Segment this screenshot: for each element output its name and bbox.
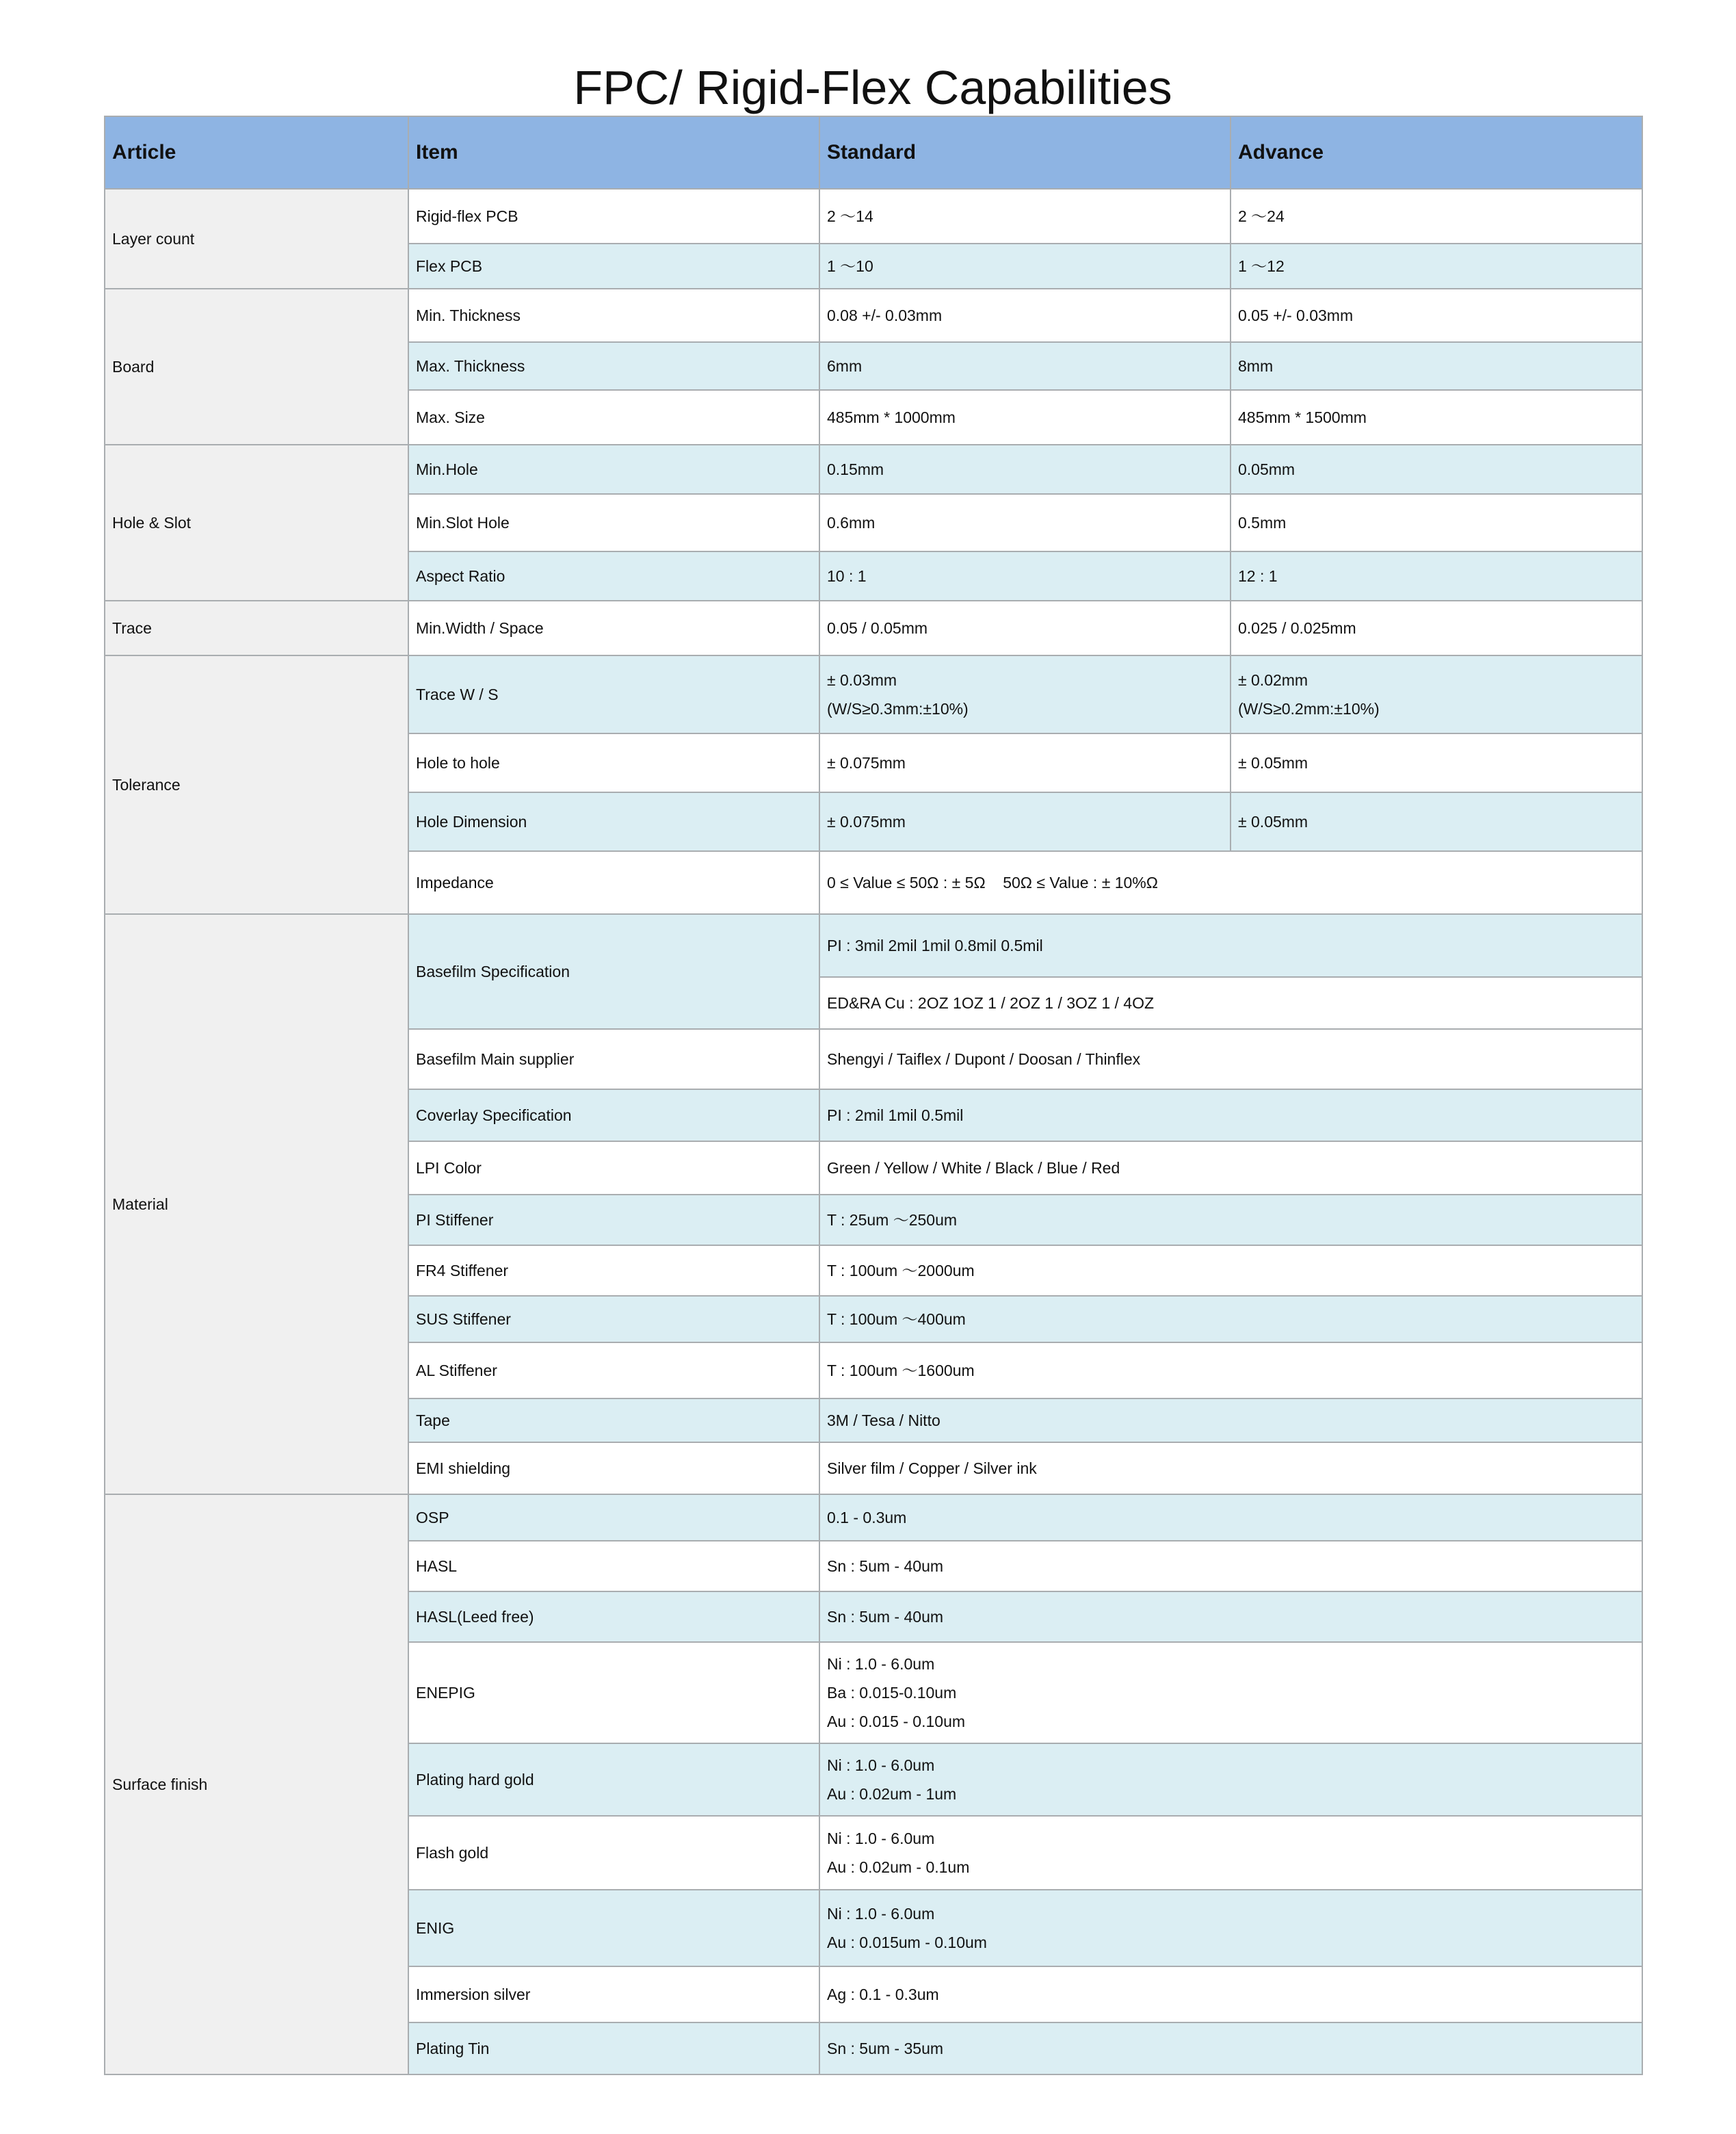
table-row	[105, 445, 1642, 494]
value-cell: PI : 2mil 1mil 0.5mil	[819, 1089, 1642, 1141]
article-board: Board	[105, 289, 408, 445]
item-cell: Coverlay Specification	[408, 1089, 819, 1141]
advance-note: (W/S≥0.2mm:±10%)	[1238, 700, 1380, 718]
item-cell: OSP	[408, 1494, 819, 1541]
table-row	[105, 914, 1642, 977]
item-cell: Min.Hole	[408, 445, 819, 494]
advance-cell: 485mm * 1500mm	[1231, 390, 1642, 445]
capabilities-table	[104, 116, 1643, 2075]
value-cell: T : 100um ～400um	[819, 1296, 1642, 1342]
item-cell: AL Stiffener	[408, 1342, 819, 1398]
value-cell: 3M / Tesa / Nitto	[819, 1398, 1642, 1442]
item-cell: HASL(Leed free)	[408, 1591, 819, 1642]
item-cell: LPI Color	[408, 1141, 819, 1195]
item-cell: EMI shielding	[408, 1442, 819, 1494]
header-item: Item	[408, 116, 819, 189]
item-cell: ENIG	[408, 1890, 819, 1966]
standard-cell: 6mm	[819, 342, 1231, 390]
article-trace: Trace	[105, 601, 408, 655]
standard-cell: ± 0.075mm	[819, 792, 1231, 851]
value-line: Ni : 1.0 - 6.0um	[827, 1905, 935, 1923]
standard-cell: 0.6mm	[819, 494, 1231, 551]
advance-cell: 8mm	[1231, 342, 1642, 390]
item-cell: HASL	[408, 1541, 819, 1591]
item-cell: Impedance	[408, 851, 819, 914]
value-line: Ba : 0.015-0.10um	[827, 1684, 957, 1702]
table-row	[105, 189, 1642, 244]
value-cell	[819, 1743, 1642, 1816]
item-cell: Flex PCB	[408, 244, 819, 289]
value-cell: T : 100um ～2000um	[819, 1245, 1642, 1296]
advance-cell: 0.05mm	[1231, 445, 1642, 494]
item-cell: Max. Size	[408, 390, 819, 445]
header-article: Article	[105, 116, 408, 189]
value-cell	[819, 1642, 1642, 1743]
standard-cell: 0.08 +/- 0.03mm	[819, 289, 1231, 342]
advance-cell: 0.025 / 0.025mm	[1231, 601, 1642, 655]
item-cell: ENEPIG	[408, 1642, 819, 1743]
item-cell: Aspect Ratio	[408, 551, 819, 601]
value-cell: ED&RA Cu : 2OZ 1OZ 1 / 2OZ 1 / 3OZ 1 / 4OZ	[819, 977, 1642, 1029]
article-hole-slot: Hole & Slot	[105, 445, 408, 601]
standard-cell: 0.05 / 0.05mm	[819, 601, 1231, 655]
item-cell: Max. Thickness	[408, 342, 819, 390]
article-material: Material	[105, 914, 408, 1494]
value-cell: 0.1 - 0.3um	[819, 1494, 1642, 1541]
value-line: Ni : 1.0 - 6.0um	[827, 1830, 935, 1847]
item-cell: Flash gold	[408, 1816, 819, 1890]
value-cell: Sn : 5um - 40um	[819, 1541, 1642, 1591]
value-line: Au : 0.02um - 1um	[827, 1785, 957, 1803]
advance-cell: 0.5mm	[1231, 494, 1642, 551]
value-cell: PI : 3mil 2mil 1mil 0.8mil 0.5mil	[819, 914, 1642, 977]
value-line: Au : 0.015um - 0.10um	[827, 1934, 987, 1951]
value-line: Ni : 1.0 - 6.0um	[827, 1655, 935, 1673]
value-cell	[819, 1816, 1642, 1890]
value-line: Au : 0.02um - 0.1um	[827, 1858, 970, 1876]
item-cell: Hole Dimension	[408, 792, 819, 851]
advance-cell: 2 ～24	[1231, 189, 1642, 244]
advance-cell: 0.05 +/- 0.03mm	[1231, 289, 1642, 342]
table-row	[105, 1494, 1642, 1541]
standard-cell: ± 0.075mm	[819, 733, 1231, 792]
value-cell: Green / Yellow / White / Black / Blue / Red	[819, 1141, 1642, 1195]
item-cell: Min.Slot Hole	[408, 494, 819, 551]
value-cell: Silver film / Copper / Silver ink	[819, 1442, 1642, 1494]
value-cell: T : 25um ～250um	[819, 1195, 1642, 1245]
value-cell: T : 100um ～1600um	[819, 1342, 1642, 1398]
value-cell: Sn : 5um - 35um	[819, 2022, 1642, 2074]
value-cell	[819, 1890, 1642, 1966]
item-cell: Min. Thickness	[408, 289, 819, 342]
table-row	[105, 655, 1642, 733]
item-cell: Plating Tin	[408, 2022, 819, 2074]
item-cell: Immersion silver	[408, 1966, 819, 2022]
standard-cell: 1 ～10	[819, 244, 1231, 289]
item-cell: Plating hard gold	[408, 1743, 819, 1816]
item-cell: SUS Stiffener	[408, 1296, 819, 1342]
value-line: Ni : 1.0 - 6.0um	[827, 1756, 935, 1774]
value-cell: Ag : 0.1 - 0.3um	[819, 1966, 1642, 2022]
item-cell: Basefilm Main supplier	[408, 1029, 819, 1089]
item-cell: FR4 Stiffener	[408, 1245, 819, 1296]
advance-value: ± 0.02mm	[1238, 671, 1308, 689]
article-surface-finish: Surface finish	[105, 1494, 408, 2074]
standard-value: ± 0.03mm	[827, 671, 897, 689]
advance-cell	[1231, 655, 1642, 733]
item-cell: Min.Width / Space	[408, 601, 819, 655]
table-row	[105, 601, 1642, 655]
value-cell: Sn : 5um - 40um	[819, 1591, 1642, 1642]
advance-cell: ± 0.05mm	[1231, 792, 1642, 851]
item-cell: Rigid-flex PCB	[408, 189, 819, 244]
table-row	[105, 289, 1642, 342]
standard-cell: 10 : 1	[819, 551, 1231, 601]
item-cell: Basefilm Specification	[408, 914, 819, 1029]
advance-cell: 12 : 1	[1231, 551, 1642, 601]
item-cell: Trace W / S	[408, 655, 819, 733]
value-cell: 0 ≤ Value ≤ 50Ω : ± 5Ω 50Ω ≤ Value : ± 10%Ω	[819, 851, 1642, 914]
standard-note: (W/S≥0.3mm:±10%)	[827, 700, 969, 718]
standard-cell: 0.15mm	[819, 445, 1231, 494]
standard-cell: 485mm * 1000mm	[819, 390, 1231, 445]
article-layer-count: Layer count	[105, 189, 408, 289]
item-cell: Hole to hole	[408, 733, 819, 792]
header-standard: Standard	[819, 116, 1231, 189]
article-tolerance: Tolerance	[105, 655, 408, 914]
value-cell: Shengyi / Taiflex / Dupont / Doosan / Thinflex	[819, 1029, 1642, 1089]
item-cell: Tape	[408, 1398, 819, 1442]
value-line: Au : 0.015 - 0.10um	[827, 1713, 966, 1730]
header-advance: Advance	[1231, 116, 1642, 189]
advance-cell: ± 0.05mm	[1231, 733, 1642, 792]
item-cell: PI Stiffener	[408, 1195, 819, 1245]
page-title: FPC/ Rigid-Flex Capabilities	[573, 61, 1172, 114]
header-row	[105, 116, 1642, 189]
standard-cell	[819, 655, 1231, 733]
standard-cell: 2 ～14	[819, 189, 1231, 244]
advance-cell: 1 ～12	[1231, 244, 1642, 289]
